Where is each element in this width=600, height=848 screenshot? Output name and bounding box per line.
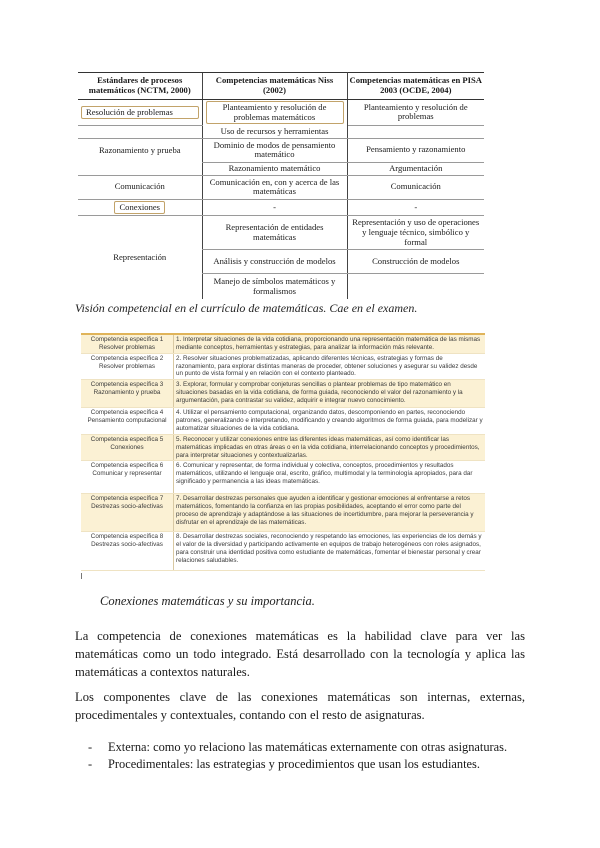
table-cell [347,274,484,299]
table-cell [347,125,484,138]
table-cell: Análisis y construcción de modelos [202,250,347,274]
table-edge-mark [81,573,92,579]
competency-description: 2. Resolver situaciones problematizadas, aplicando diferentes técnicas, estrategias y formas de razonamiento, para explorar distintas maneras de proceder, obtener soluciones y asegurar su validez desde un punto de vista formal y en relación con el contexto planteado. [174,353,486,380]
table-cell: Argumentación [347,162,484,175]
competency-description: 5. Reconocer y utilizar conexiones entre las diferentes ideas matemáticas, así como identificar las matemáticas implicadas en otras áreas o en la vida cotidiana, interrelacionando conceptos y procedimientos, para interpretar situaciones y contextualizarlas. [174,434,486,461]
list-item-text: Externa: como yo relaciono las matemáticas externamente con otras asignaturas. [108,740,508,754]
table-cell: Pensamiento y razonamiento [347,138,484,162]
table-row [81,408,485,435]
dash-marker: - [88,757,93,771]
table-row [81,353,485,380]
table-row [78,138,484,162]
table-row [78,175,484,199]
competency-comparison-table [78,72,484,299]
competency-name: Competencia específica 4 Pensamiento computacional [81,408,174,435]
table-row [81,494,485,532]
specific-competencies-table [81,333,485,571]
competency-description: 7. Desarrollar destrezas personales que ayuden a identificar y gestionar emociones al enfrentarse a retos matemáticos, fomentando la confianza en las propias posibilidades, aceptando el error como parte del proceso de aprendizaje y adaptándose a las situaciones de incertidumbre, para mejorar la perseverancia y disfrutar en el aprendizaje de las matemáticas. [174,494,486,532]
table-row [78,125,484,138]
table-row [81,334,485,353]
paragraph: La competencia de conexiones matemáticas es la habilidad clave para ver las matemáticas como un todo integrado. Está desarrollado con la tecnología y aplica las matemáticas a contextos naturales. [75,629,525,679]
header-pisa: Competencias matemáticas en PISA 2003 (OCDE, 2004) [347,73,484,100]
table-row [81,434,485,461]
list-item [88,756,528,773]
table-cell: - [347,199,484,216]
competency-description: 4. Utilizar el pensamiento computacional, organizando datos, descomponiendo en partes, reconociendo patrones, generalizando e interpretando, modificando y creando algoritmos de forma guiada, para modelizar y automatizar situaciones de la vida cotidiana. [174,408,486,435]
header-nctm: Estándares de procesos matemáticos (NCTM, 2000) [78,73,202,100]
dash-marker: - [88,740,93,754]
competency-name: Competencia específica 7 Destrezas socio-afectivas [81,494,174,532]
table-row [78,199,484,216]
table-cell: Planteamiento y resolución de problemas matemáticos [202,100,347,126]
table-row [81,532,485,571]
competency-name: Competencia específica 5 Conexiones [81,434,174,461]
header-niss: Competencias matemáticas Niss (2002) [202,73,347,100]
table-cell: Razonamiento matemático [202,162,347,175]
competency-description: 3. Explorar, formular y comprobar conjeturas sencillas o plantear problemas de tipo matemático en situaciones basadas en la vida cotidiana, de forma guiada, reconociendo el valor del razonamiento y la argumentación, para contrastar su validez, adquirir e integrar nuevo conocimiento. [174,380,486,408]
table1-caption: Visión competencial en el currículo de matemáticas. Cae en el examen. [75,301,418,315]
list-item-text: Procedimentales: las estrategias y procedimientos que usan los estudiantes. [108,757,480,771]
competency-name: Competencia específica 1 Resolver problemas [81,334,174,353]
table-cell: Comunicación [78,175,202,199]
table-cell: Comunicación en, con y acerca de las matemáticas [202,175,347,199]
table-cell: Conexiones [78,199,202,216]
table-cell: Representación [113,251,167,262]
table-row [78,100,484,126]
table-cell [78,125,202,138]
competency-name: Competencia específica 3 Razonamiento y prueba [81,380,174,408]
table-header-row [78,73,484,100]
table-row [78,216,484,250]
table-cell: Construcción de modelos [347,250,484,274]
table-cell: Razonamiento y prueba [98,144,181,155]
table-cell: Planteamiento y resolución de problemas [347,100,484,126]
table-row [81,380,485,408]
table-cell [78,162,202,175]
table-cell: Representación y uso de operaciones y lenguaje técnico, simbólico y formal [347,216,484,250]
bullet-list [88,739,528,773]
competency-description: 6. Comunicar y representar, de forma individual y colectiva, conceptos, procedimientos y resultados matemáticos, utilizando el lenguaje oral, escrito, gráfico, multimodal y la terminología apropiados, para dar significado y permanencia a las ideas matemáticas. [174,461,486,494]
paragraph: Los componentes clave de las conexiones matemáticas son internas, externas, procedimentales y contextuales, contando con el resto de asignaturas. [75,690,525,722]
competency-description: 8. Desarrollar destrezas sociales, reconociendo y respetando las emociones, las experiencias de los demás y el valor de la diversidad y participando activamente en equipos de trabajo heterogéneos con roles asignados, para construir una identidad positiva como estudiante de matemáticas, fomentar el bienestar personal y crear relaciones saludables. [174,532,486,571]
table-cell: Representación de entidades matemáticas [202,216,347,250]
table-cell: Resolución de problemas [78,100,202,126]
section-heading: Conexiones matemáticas y su importancia. [100,594,315,608]
table-cell: - [202,199,347,216]
table-row [81,461,485,494]
table-row [78,162,484,175]
table-cell: Comunicación [347,175,484,199]
table-cell: Manejo de símbolos matemáticos y formalismos [202,274,347,299]
competency-description: 1. Interpretar situaciones de la vida cotidiana, proporcionando una representación matemática de las mismas mediante conceptos, herramientas y estrategias, para analizar la información más relevante. [174,334,486,353]
table-cell: Uso de recursos y herramientas [202,125,347,138]
competency-name: Competencia específica 8 Destrezas socio-afectivas [81,532,174,571]
list-item [88,739,528,756]
competency-name: Competencia específica 2 Resolver problemas [81,353,174,380]
competency-name: Competencia específica 6 Comunicar y representar [81,461,174,494]
table-cell: Dominio de modos de pensamiento matemático [202,138,347,162]
